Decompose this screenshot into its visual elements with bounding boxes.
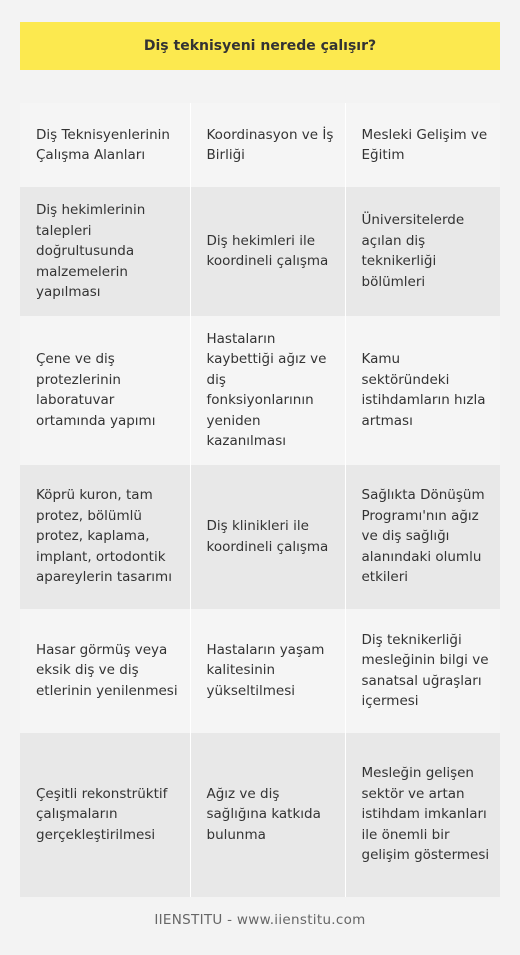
table (20, 103, 500, 897)
table-row (20, 609, 500, 733)
table-cell: Mesleğin gelişen sektör ve artan istihdam imkanları ile önemli bir gelişim göstermesi (345, 733, 500, 897)
title-banner (20, 22, 500, 70)
table-cell: Diş Teknisyenlerinin Çalışma Alanları (20, 103, 190, 187)
table-cell: Koordinasyon ve İş Birliği (190, 103, 345, 187)
table-cell: Mesleki Gelişim ve Eğitim (345, 103, 500, 187)
footer-credit: IIENSTITU - www.iienstitu.com (154, 912, 366, 928)
table-row (20, 733, 500, 897)
table-cell: Çeşitli rekonstrüktif çalışmaların gerçekleştirilmesi (20, 733, 190, 897)
table-cell: Sağlıkta Dönüşüm Programı'nın ağız ve diş sağlığı alanındaki olumlu etkileri (345, 465, 500, 609)
table-cell: Kamu sektöründeki istihdamların hızla artması (345, 316, 500, 465)
table-cell: Diş teknikerliği mesleğinin bilgi ve sanatsal uğraşları içermesi (345, 609, 500, 733)
table-cell: Hastaların yaşam kalitesinin yükseltilmesi (190, 609, 345, 733)
table-cell: Hastaların kaybettiği ağız ve diş fonksiyonlarının yeniden kazanılması (190, 316, 345, 465)
table-row (20, 465, 500, 609)
table-cell: Diş klinikleri ile koordineli çalışma (190, 465, 345, 609)
table-cell: Üniversitelerde açılan diş teknikerliği bölümleri (345, 187, 500, 316)
table-cell: Ağız ve diş sağlığına katkıda bulunma (190, 733, 345, 897)
table-cell: Çene ve diş protezlerinin laboratuvar ortamında yapımı (20, 316, 190, 465)
info-table (20, 103, 500, 897)
table-cell: Diş hekimleri ile koordineli çalışma (190, 187, 345, 316)
table-cell: Hasar görmüş veya eksik diş ve diş etlerinin yenilenmesi (20, 609, 190, 733)
table-row (20, 187, 500, 316)
table-row (20, 316, 500, 465)
page-title: Diş teknisyeni nerede çalışır? (143, 38, 377, 54)
table-header-row (20, 103, 500, 187)
table-cell: Diş hekimlerinin talepleri doğrultusunda malzemelerin yapılması (20, 187, 190, 316)
table-cell: Köprü kuron, tam protez, bölümlü protez, kaplama, implant, ortodontik apareylerin tasarımı (20, 465, 190, 609)
